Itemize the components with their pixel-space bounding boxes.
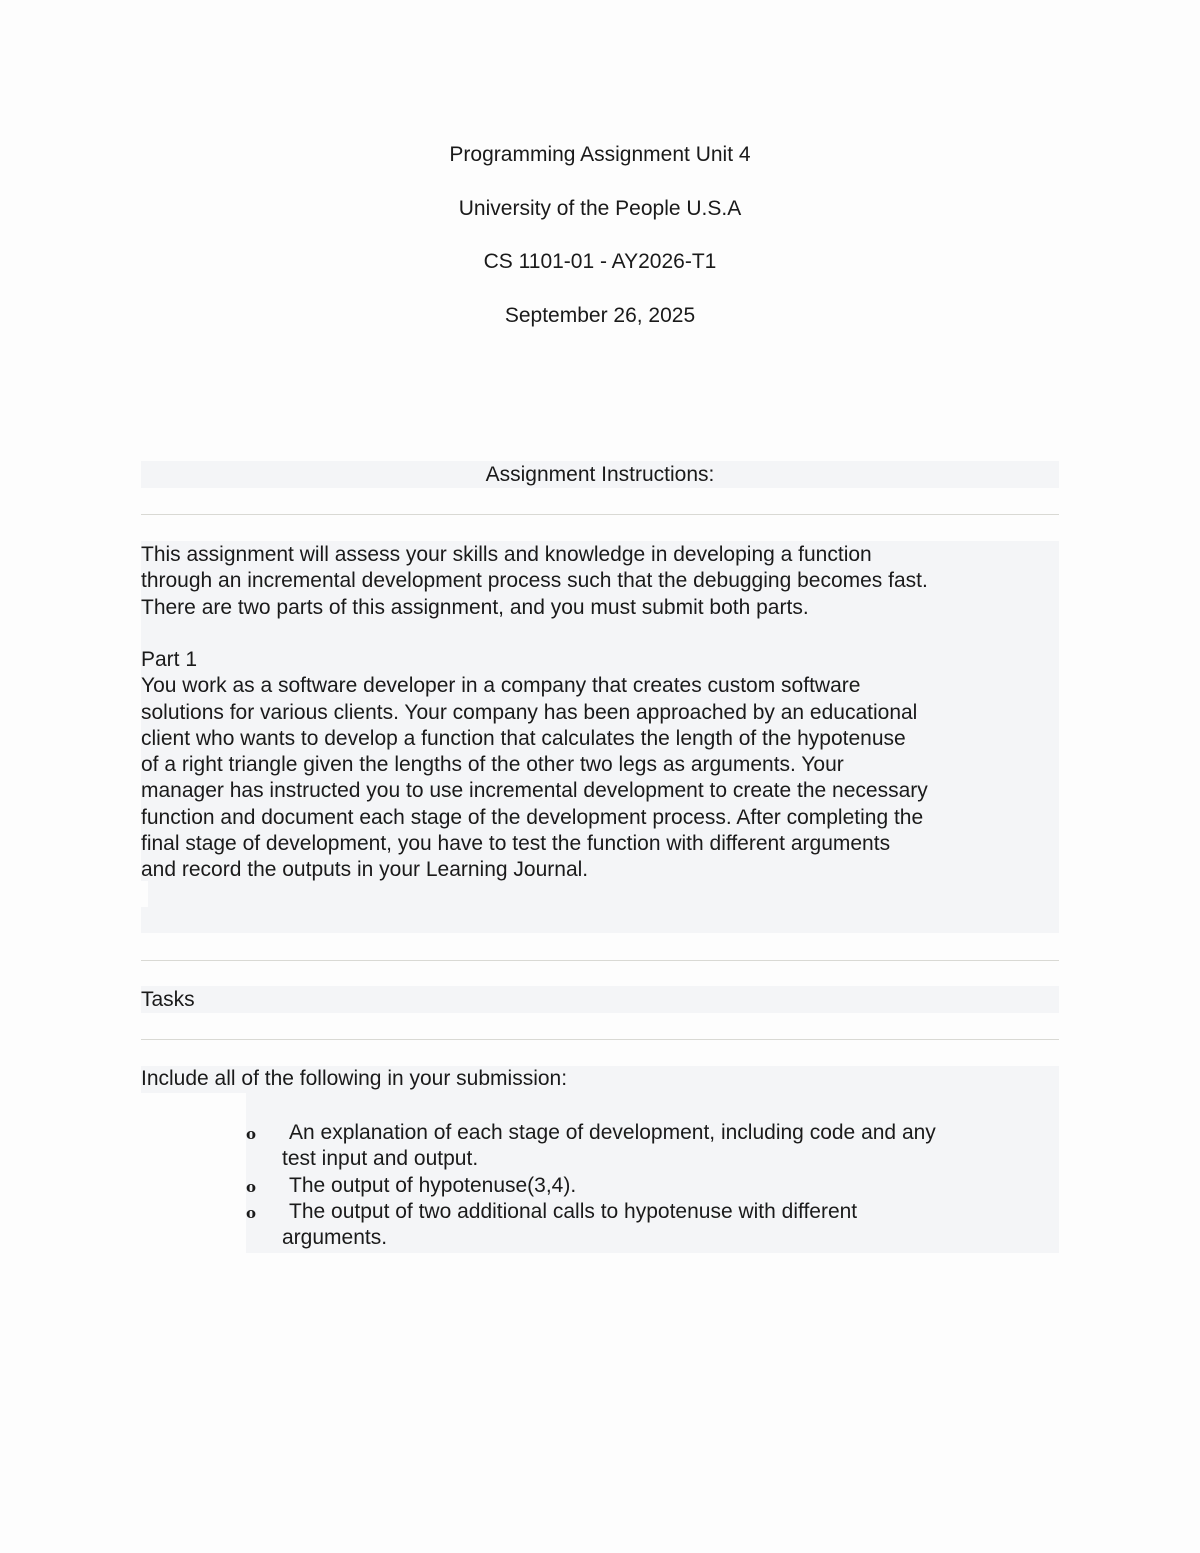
tasks-list bbox=[246, 1120, 1058, 1251]
text-line: The output of two additional calls to hypotenuse with different bbox=[289, 1199, 858, 1223]
divider bbox=[141, 1039, 1059, 1040]
university-name: University of the People U.S.A bbox=[458, 197, 742, 220]
part1-section bbox=[141, 647, 1059, 884]
text-line: This assignment will assess your skills and knowledge in developing a function bbox=[141, 543, 872, 566]
list-item bbox=[246, 1173, 1058, 1199]
text-line: client who wants to develop a function that calculates the length of the hypotenuse bbox=[141, 726, 906, 750]
tasks-lead: Include all of the following in your submission: bbox=[141, 1067, 568, 1090]
spacer-shade bbox=[148, 881, 1059, 907]
text-line: through an incremental development process such that the debugging becomes fast. bbox=[141, 569, 928, 593]
text-line: The output of hypotenuse(3,4). bbox=[289, 1173, 577, 1197]
bullet-icon: o bbox=[246, 1177, 257, 1196]
spacer-shade bbox=[141, 907, 1059, 933]
course-code: CS 1101-01 - AY2026-T1 bbox=[483, 250, 717, 273]
document-title: Programming Assignment Unit 4 bbox=[449, 143, 751, 166]
bullet-icon: o bbox=[246, 1125, 257, 1143]
tasks-heading: Tasks bbox=[141, 988, 195, 1011]
intro-paragraph bbox=[141, 542, 1059, 621]
list-item bbox=[246, 1199, 1058, 1252]
text-line: of a right triangle given the lengths of the other two legs as arguments. Your bbox=[141, 753, 844, 777]
text-line: final stage of development, you have to test the function with different arguments bbox=[141, 832, 891, 856]
text-line: and record the outputs in your Learning Journal. bbox=[141, 858, 589, 882]
text-line: test input and output. bbox=[282, 1147, 479, 1171]
text-line: solutions for various clients. Your company has been approached by an educational bbox=[141, 700, 918, 724]
text-line: There are two parts of this assignment, and you must submit both parts. bbox=[141, 595, 809, 619]
text-line: arguments. bbox=[282, 1226, 388, 1250]
part-label: Part 1 bbox=[141, 648, 198, 671]
instructions-heading: Assignment Instructions: bbox=[485, 463, 715, 486]
list-item bbox=[246, 1120, 1058, 1173]
text-line: manager has instructed you to use incremental development to create the necessary bbox=[141, 779, 928, 803]
submission-date: September 26, 2025 bbox=[504, 304, 696, 327]
bullet-icon: o bbox=[246, 1203, 257, 1222]
text-line: function and document each stage of the development process. After completing the bbox=[141, 805, 924, 829]
divider bbox=[141, 514, 1059, 515]
text-line: An explanation of each stage of development, including code and any bbox=[289, 1121, 936, 1144]
text-line: You work as a software developer in a company that creates custom software bbox=[141, 674, 861, 698]
divider bbox=[141, 960, 1059, 961]
